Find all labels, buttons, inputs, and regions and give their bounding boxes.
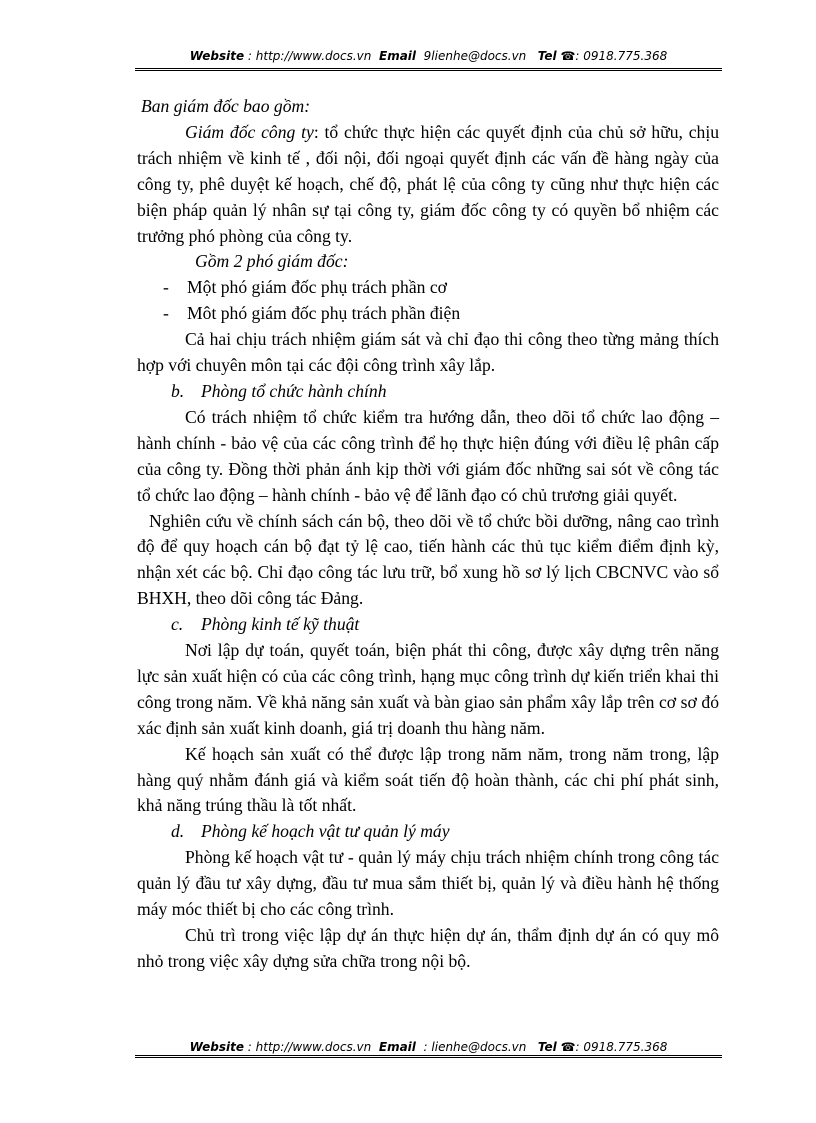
section-letter: d. — [171, 821, 185, 842]
footer-website-label: Website — [189, 1040, 244, 1054]
section-letter: b. — [171, 380, 185, 401]
document-body — [137, 94, 719, 975]
deputy-intro: Gồm 2 phó giám đốc: — [195, 251, 349, 272]
bullet-item — [137, 275, 719, 301]
director-paragraph — [137, 120, 719, 250]
header-website-url: : http://www.docs.vn — [247, 49, 372, 63]
header-tel-label: Tel — [537, 49, 557, 63]
section-heading-b — [137, 379, 719, 405]
section-title: Phòng kế hoạch vật tư quản lý máy — [201, 821, 450, 842]
telephone-icon: ☎ — [560, 1040, 576, 1054]
footer-website-url: : http://www.docs.vn — [247, 1040, 372, 1054]
header-rule — [135, 68, 722, 71]
section-letter: c. — [171, 614, 184, 635]
paragraph: Nơi lập dự toán, quyết toán, biện phát thi công, được xây dựng trên năng lực sản xuất hiện có của các công trình, hạng mục công trình dự kiến triển khai thi công trong năm. Về khả năng sản xuất và bàn giao sản phẩm xây lắp trên cơ sơ đó xác định sản xuất kinh doanh, giá trị doanh thu hàng năm. — [137, 640, 719, 738]
header-tel-value: : 0918.775.368 — [575, 49, 668, 63]
footer-email-label: Email — [378, 1040, 416, 1054]
header-email-value: 9lienhe@docs.vn — [423, 49, 527, 63]
paragraph: Chủ trì trong việc lập dự án thực hiện dự án, thẩm định dự án có quy mô nhỏ trong việc xây dựng sửa chữa trong nội bộ. — [137, 925, 719, 971]
paragraph: Có trách nhiệm tổ chức kiểm tra hướng dẫn, theo dõi tổ chức lao động – hành chính - bảo vệ của các công trình để họ thực hiện đúng với điều lệ phân cấp của công ty. Đồng thời phản ánh kịp thời với giám đốc những sai sót về công tác tổ chức lao động – hành chính - bảo vệ để lãnh đạo có chủ trương giải quyết. — [137, 406, 719, 505]
director-text: : tổ chức thực hiện các quyết định của chủ sở hữu, chịu trách nhiệm về kinh tế , đối nội, đối ngoại quyết định các vấn đề hàng ngày của công ty, phê duyệt kế hoạch, chế độ, phát lệ của công ty cũng như thực hiện các biện pháp quản lý nhân sự tại công ty, giám đốc công ty có quyền bổ nhiệm các trưởng phó phòng của công ty. — [137, 121, 719, 246]
section-title: Phòng tổ chức hành chính — [201, 380, 387, 401]
footer-email-value: : lienhe@docs.vn — [423, 1040, 527, 1054]
paragraph: Kế hoạch sản xuất có thể được lập trong năm năm, trong năm trong, lập hàng quý nhằm đánh giá và kiểm soát tiến độ hoàn thành, các chi phí phát sinh, khả năng trúng thầu là tốt nhất. — [137, 743, 719, 816]
footer-tel-label: Tel — [537, 1040, 557, 1054]
page-header — [135, 48, 722, 64]
bullet-item — [137, 301, 719, 327]
footer-tel-value: : 0918.775.368 — [575, 1040, 668, 1054]
header-website-label: Website — [189, 49, 245, 63]
paragraph: Phòng kế hoạch vật tư - quản lý máy chịu trách nhiệm chính trong công tác quản lý đầu tư xây dựng, đầu tư mua sắm thiết bị, quản lý và điều hành hệ thống máy móc thiết bị cho các công trình. — [137, 847, 719, 920]
bullet-dash: - — [163, 303, 169, 324]
footer-rule — [135, 1055, 722, 1058]
director-label: Giám đốc công ty — [185, 121, 314, 142]
paragraph: Nghiên cứu về chính sách cán bộ, theo dõi về tổ chức bồi dưỡng, nâng cao trình độ để quy hoạch cán bộ đạt tỷ lệ cao, tiến hành các thủ tục kiểm điểm định kỳ, nhận xét các bộ. Chỉ đạo công tác lưu trữ, bổ xung hồ sơ lý lịch CBCNVC vào sổ BHXH, theo dõi công tác Đảng. — [137, 510, 719, 609]
intro-line: Ban giám đốc bao gồm: — [141, 96, 311, 116]
section-title: Phòng kinh tế kỹ thuật — [201, 614, 360, 635]
section-heading-c — [137, 612, 719, 638]
header-email-label: Email — [379, 49, 417, 63]
bullet-text: Một phó giám đốc phụ trách phần cơ — [187, 277, 447, 298]
page-footer — [135, 1039, 722, 1055]
bullet-text: Môt phó giám đốc phụ trách phần điện — [187, 303, 461, 324]
paragraph: Cả hai chịu trách nhiệm giám sát và chỉ đạo thi công theo từng mảng thích hợp với chuyên môn tại các đội công trình xây lắp. — [137, 329, 719, 376]
section-heading-d — [137, 819, 719, 845]
telephone-icon: ☎ — [560, 49, 576, 63]
bullet-dash: - — [163, 277, 169, 298]
